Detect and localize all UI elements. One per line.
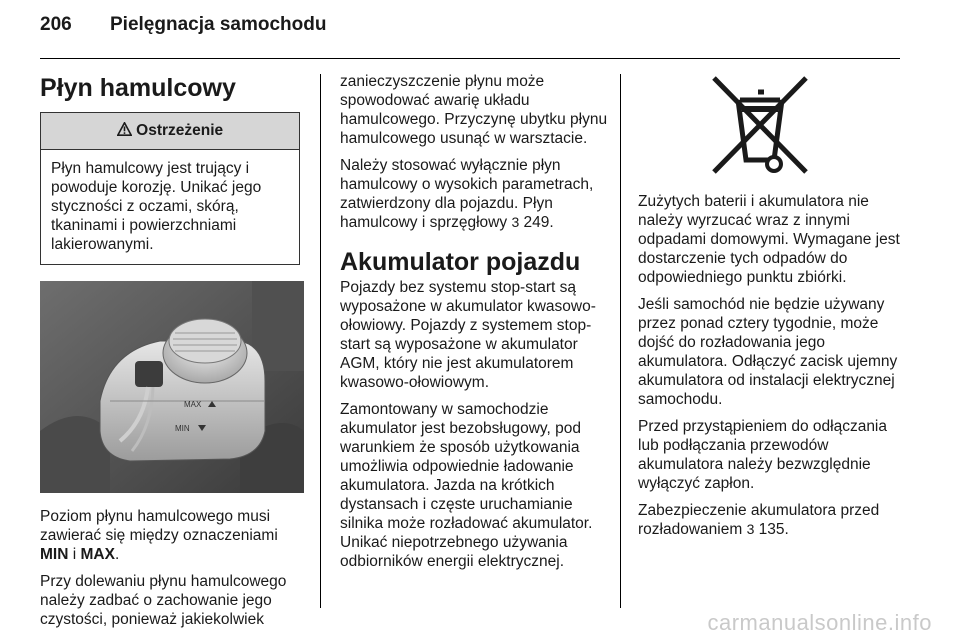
min-label: MIN bbox=[40, 546, 69, 563]
min-mark-label: MIN bbox=[175, 424, 190, 433]
paragraph-disposal: Zużytych baterii i akumulatora nie należy wyrzucać wraz z innymi odpadami domowymi. Wymagane jest dostarczenie tych odpadów do odpowiedniego punktu zbiórki. bbox=[638, 193, 900, 286]
column-divider-1 bbox=[320, 74, 321, 608]
paragraph-maintenance: Zamontowany w samochodzie akumulator jest bezobsługowy, pod warunkiem że sposób użytkowania umożliwia odpowiednie ładowanie akumulatora. Jazda na krótkich dystansach i częste uruchamianie silnika może rozładować akumulator. Unikać niepotrzebnego używania odbiorników energii elektrycznej. bbox=[340, 401, 593, 570]
paragraph-contamination: zanieczyszczenie płynu może spowodować awarię układu hamulcowego. Przyczynę ubytku płynu hamulcowego usunąć w warsztacie. bbox=[340, 73, 608, 147]
warning-title: Ostrzeżenie bbox=[136, 122, 224, 139]
section-heading-battery: Akumulator pojazdu bbox=[340, 248, 581, 276]
warning-triangle-icon bbox=[117, 122, 136, 139]
max-label: MAX bbox=[80, 546, 115, 563]
section-heading-brake-fluid: Płyn hamulcowy bbox=[40, 74, 236, 102]
page-reference-link[interactable]: 135. bbox=[754, 521, 789, 538]
page-reference-icon: 3 bbox=[746, 521, 755, 537]
page-header bbox=[40, 14, 326, 36]
paragraph-battery-types: Pojazdy bez systemu stop-start są wyposażone w akumulator kwasowo-ołowiowy. Pojazdy z systemem stop-start są wyposażone w akumulator AGM, który nie jest akumulatorem kwasowo-ołowiowym. bbox=[340, 279, 596, 391]
warning-header bbox=[41, 113, 299, 150]
header-rule bbox=[40, 58, 900, 59]
max-mark-label: MAX bbox=[184, 400, 202, 409]
warning-box bbox=[40, 112, 300, 265]
page-reference-icon: 3 bbox=[511, 214, 520, 230]
warning-text: Płyn hamulcowy jest trujący i powoduje korozję. Unikać jego styczności z oczami, skórą, tkaninami i powierzchniami lakierowanymi. bbox=[51, 160, 262, 253]
paragraph-fluid-spec: Należy stosować wyłącznie płyn hamulcowy o wysokich parametrach, zatwierdzony dla pojazdu. Płyn hamulcowy i sprzęgłowy 3 249. bbox=[340, 157, 594, 231]
paragraph-discharge-protection: Zabezpieczenie akumulatora przed rozładowaniem 3 135. bbox=[638, 502, 880, 538]
page-number: 206 bbox=[40, 14, 72, 35]
crossed-out-wheelie-bin-icon bbox=[700, 72, 820, 182]
paragraph-disconnect: Przed przystąpieniem do odłączania lub podłączania przewodów akumulatora należy bezwzględnie wyłączyć zapłon. bbox=[638, 418, 887, 492]
watermark: carmanualsonline.info bbox=[707, 610, 932, 635]
column-3 bbox=[638, 72, 900, 547]
paragraph-level: Poziom płynu hamulcowego musi zawierać się między oznaczeniami MIN i MAX. bbox=[40, 508, 278, 563]
column-divider-2 bbox=[620, 74, 621, 608]
page-reference-link[interactable]: 249. bbox=[519, 214, 554, 231]
brake-fluid-reservoir-photo bbox=[40, 281, 304, 493]
column-2 bbox=[340, 72, 610, 579]
paragraph-refill: Przy dolewaniu płynu hamulcowego należy zadbać o zachowanie jego czystości, ponieważ jakiekolwiek bbox=[40, 573, 287, 628]
section-title: Pielęgnacja samochodu bbox=[110, 14, 327, 35]
column-1 bbox=[40, 72, 304, 637]
paragraph-storage: Jeśli samochód nie będzie używany przez ponad cztery tygodnie, może dojść do rozładowania jego akumulatora. Odłączyć zacisk ujemny akumulatora od instalacji elektrycznej samochodu. bbox=[638, 296, 898, 408]
